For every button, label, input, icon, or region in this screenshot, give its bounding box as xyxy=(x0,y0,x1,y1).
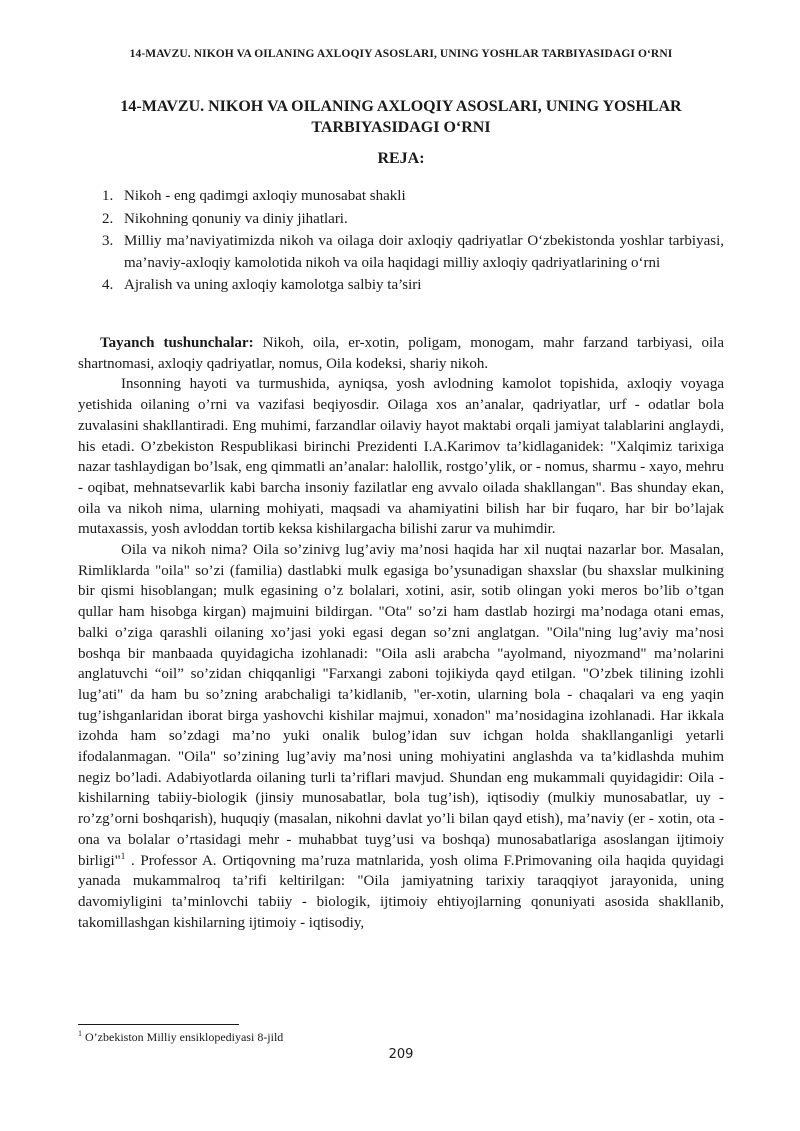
plan-item-text: Nikoh - eng qadimgi axloqiy munosabat shakli xyxy=(124,188,406,204)
plan-item-text: Ajralish va uning axloqiy kamolotga salbiy ta’siri xyxy=(124,277,422,293)
keywords-label: Tayanch tushunchalar: xyxy=(100,335,254,351)
title-line-1: 14-MAVZU. NIKOH VA OILANING AXLOQIY ASOSLARI, UNING YOSHLAR xyxy=(120,98,682,115)
plan-item xyxy=(78,231,724,274)
footnote-mark: 1 xyxy=(78,1029,82,1038)
plan-item-number: 2. xyxy=(102,210,114,227)
plan-item-number: 3. xyxy=(102,233,114,249)
plan-item xyxy=(78,275,724,297)
title-line-2: TARBIYASIDAGI O‘RNI xyxy=(311,119,491,136)
running-header: 14-MAVZU. NIKOH VA OILANING AXLOQIY ASOSLARI, UNING YOSHLAR TARBIYASIDAGI O‘RNI xyxy=(129,48,673,60)
plan-item xyxy=(78,186,724,208)
paragraph-intro: Insonning hayoti va turmushida, ayniqsa, yosh avlodning kamolot topishida, axloqiy voyaga yetishida oilaning o’rni va vazifasi beqiyosdir. Oilaga xos an’analar, qadriyatlar, urf - odatlar bola zuvalasini shakllantiradi. Eng muhimi, farzandlar oilaviy hayot maktabi orqali jamiyat talablarini anglaydi, his etadi. O’zbekiston Respublikasi birinchi Prezidenti I.A.Karimov ta’kidlaganidek: "Xalqimiz tarixiga nazar tashlaydigan bo’lsak, eng qimmatli an’analar: halollik, rostgo’ylik, or - nomus, sharmu - xayo, mehru - oqibat, mehnatsevarlik kabi barcha insoniy fazilatlar eng avvalo oilada shakllangan". Bas shunday ekan, oila va nikoh nima, ularning mohiyati, maqsadi va ahamiyatini bilish har bir fuqaro, har bir bo’lajak mutaxassis, yosh avloddan tortib keksa kishilargacha bilishi zarur va muhimdir. xyxy=(78,376,724,538)
paragraph-definition xyxy=(78,540,724,933)
plan-item xyxy=(78,209,724,231)
plan-item-text: Nikohning qonuniy va diniy jihatlari. xyxy=(124,210,348,227)
footnote-reference[interactable]: 1 xyxy=(120,850,126,861)
keywords-paragraph xyxy=(78,333,724,374)
page-title xyxy=(78,96,724,138)
plan-list xyxy=(78,186,724,298)
body-text xyxy=(78,333,724,933)
page-number: 209 xyxy=(388,1047,414,1062)
footnote-text: O’zbekiston Milliy ensiklopediyasi 8-jild xyxy=(82,1030,284,1044)
footnote-divider xyxy=(78,1024,239,1025)
plan-item-number: 4. xyxy=(102,277,114,293)
plan-item-number: 1. xyxy=(102,188,114,204)
paragraph-definition-part-1: Oila va nikoh nima? Oila so’zinivg lug’aviy ma’nosi haqida har xil nuqtai nazarlar bor. Masalan, Rimliklarda "oila" so’zi (familia) dastlabki mulk egasiga bo’ysunadigan shaxslar (bu shaxslar mulkining bir qismi hisoblangan; mulk egasining o’z bolalari, xotini, asir, sotib olingan yoki meros bo’lib o’tgan qullar ham hisobga kirgan) majmuini bildirgan. "Ota" so’zi ham dastlab hozirgi ma’nodaga otani emas, balki o’ziga qarashli oilaning xo’jasi yoki egasi degan so’zni anglatgan. "Oila"ning lug’aviy ma’nosi boshqa bir manbaada quyidagicha izohlanadi: "Oila asli arabcha "ayolmand, niyozmand" ma’nolarini anglatuvchi “oil” so’zidan chiqqanligi "Farxangi zaboni tojikiyda qayd etilgan. "O’zbek tilining izohli lug’ati" da ham bu so’zning arabchaligi ta’kidlanib, "er-xotin, ularning bola - chaqalari va eng yaqin tug’ishganlaridan iborat birga yashovchi kishilar majmui, xonadon" ma’nosidagina izohlanadi. Har ikkala izohda ham so’zdagi ma’no yuki onalik bulog’idan suv ichgan holda shakllanganligi yetarli ifodalanmagan. "Oila" so’zining lug’aviy ma’nosi uning mohiyatini anglashda va ta’kidlashda muhim negiz bo’ladi. Adabiyotlarda oilaning turli ta’riflari mavjud. Shundan eng mukammali quyidagidir: Oila - kishilarning tabiiy-biologik (jinsiy munosabatlar, bola tug’ish), iqtisodiy (mulkiy munosabatlar, uy - ro’zg’orni boshqarish), huquqiy (masalan, nikohni davlat yo’li bilan qayd etish), ma’naviy (er - xotin, ota - ona va bolalar o’rtasidagi mehr - muhabbat tuyg’usi va boshqa) munosabatlariga asoslangan ijtimoiy birligi" xyxy=(78,542,724,869)
footnote xyxy=(78,1030,283,1045)
plan-item-text: Milliy ma’naviyatimizda nikoh va oilaga doir axloqiy qadriyatlar O‘zbekistonda yoshlar tarbiyasi, ma’naviy-axloqiy kamolotida nikoh va oila haqidagi milliy axloqiy qadriyatlarining o‘rni xyxy=(124,233,724,271)
keywords-text: Nikoh, oila, er-xotin, poligam, monogam, mahr farzand tarbiyasi, oila shartnomasi, axloqiy qadriyatlar, nomus, Oila kodeksi, shariy nikoh. xyxy=(78,335,724,372)
paragraph-definition-part-2: . Professor A. Ortiqovning ma’ruza matnlarida, yosh olima F.Primovaning oila haqida quyidagi yanada mukammalroq ta’rifi keltirilgan: "Oila jamiyatning tarixiy taraqqiyot jarayonida, uning davomiyligini ta’minlovchi tabiiy - biologik, ijtimoiy ehtiyojlarning qonuniyati asosida shakllanib, takomillashgan kishilarning ijtimoiy - iqtisodiy, xyxy=(78,852,724,931)
plan-heading: REJA: xyxy=(377,150,425,167)
